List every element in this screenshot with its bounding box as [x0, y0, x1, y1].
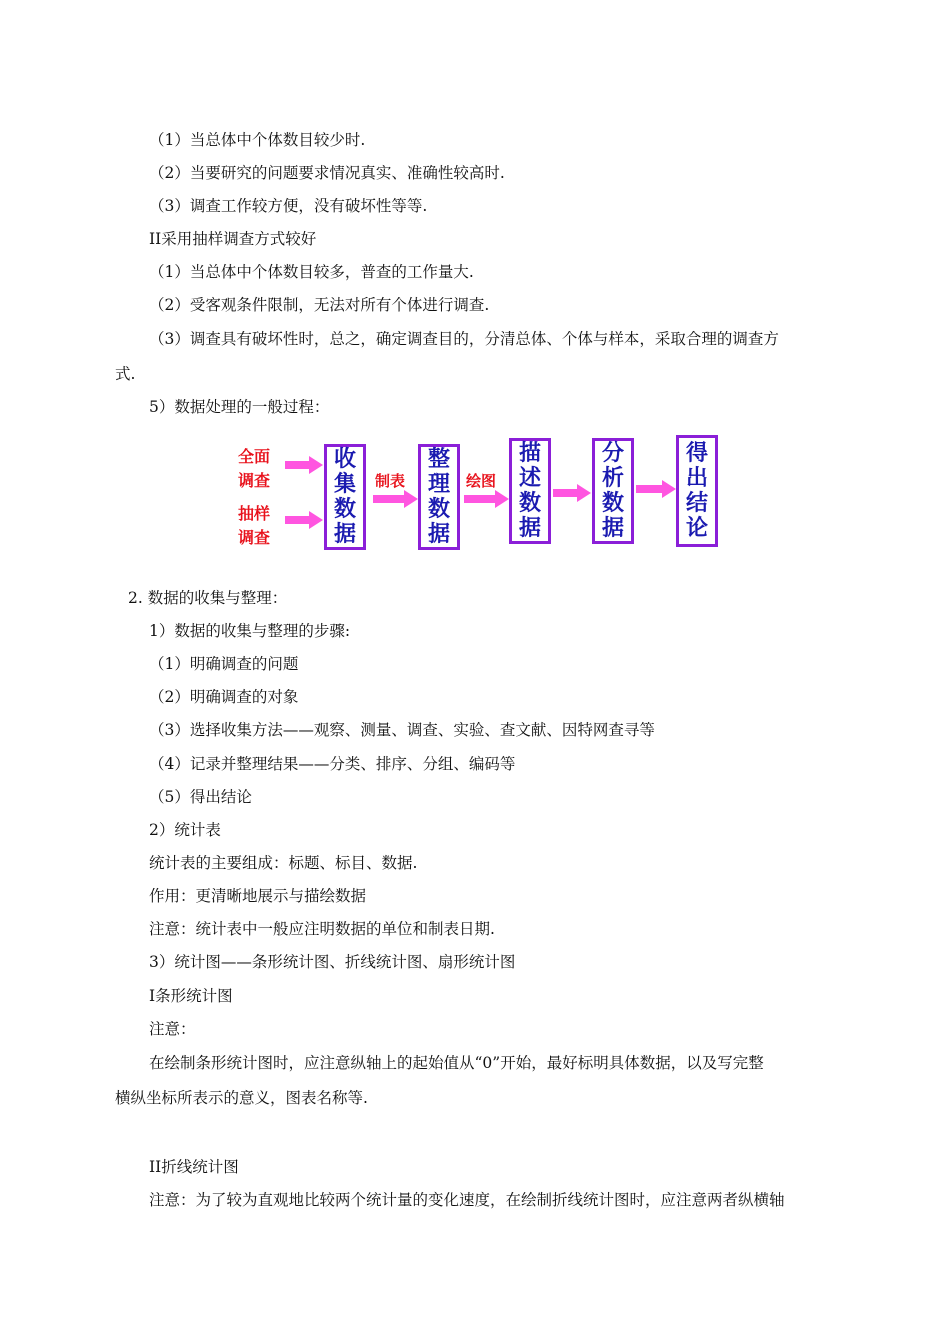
step-box-organize: 整理数据 — [418, 444, 460, 550]
text-line: 式. — [115, 365, 136, 383]
text-line: 统计表的主要组成：标题、标目、数据. — [149, 854, 418, 872]
text-line: （3）调查具有破坏性时，总之，确定调查目的，分清总体、个体与样本，采取合理的调查方 — [149, 330, 779, 348]
text-line: （1）当总体中个体数目较少时. — [149, 131, 366, 149]
text-line: （3）调查工作较方便，没有破坏性等等. — [149, 197, 428, 215]
arrow-right-icon — [373, 490, 418, 508]
text-line: 作用：更清晰地展示与描绘数据 — [149, 887, 367, 905]
text-line: （4）记录并整理结果——分类、排序、分组、编码等 — [149, 755, 516, 773]
step-box-conclude: 得出结论 — [676, 435, 718, 547]
arrow-right-icon — [285, 456, 323, 474]
text-line: 5）数据处理的一般过程： — [149, 398, 330, 416]
arrow-label-chart: 绘图 — [466, 472, 497, 490]
text-line: （5）得出结论 — [149, 788, 252, 806]
source-label-census: 全面 调查 — [238, 447, 271, 490]
text-line: （2）当要研究的问题要求情况真实、准确性较高时. — [149, 164, 505, 182]
text-line: （3）选择收集方法——观察、测量、调查、实验、查文献、因特网查寻等 — [149, 721, 655, 739]
text-line: 注意：为了较为直观地比较两个统计量的变化速度，在绘制折线统计图时，应注意两者纵横轴 — [149, 1191, 785, 1209]
text-line: 3）统计图——条形统计图、折线统计图、扇形统计图 — [149, 953, 516, 971]
section-heading: I条形统计图 — [149, 987, 233, 1005]
text-line: 注意： — [149, 1020, 196, 1038]
arrow-right-icon — [464, 490, 509, 508]
section-heading: 2. 数据的收集与整理： — [128, 589, 288, 607]
text-line: （2）明确调查的对象 — [149, 688, 299, 706]
text-line: （1）明确调查的问题 — [149, 655, 299, 673]
step-box-describe: 描述数据 — [509, 438, 551, 544]
text-line: 在绘制条形统计图时，应注意纵轴上的起始值从“0”开始，最好标明具体数据，以及写完整 — [149, 1054, 764, 1072]
arrow-label-tabulate: 制表 — [375, 472, 406, 490]
source-label-sampling: 抽样 调查 — [238, 504, 271, 547]
text-line: 1）数据的收集与整理的步骤: — [149, 622, 351, 640]
text-line: 横纵坐标所表示的意义，图表名称等. — [115, 1089, 368, 1107]
step-box-analyze: 分析数据 — [592, 438, 634, 544]
text-line: 注意：统计表中一般应注明数据的单位和制表日期. — [149, 920, 495, 938]
section-heading: II采用抽样调查方式较好 — [149, 230, 317, 248]
data-process-flow-diagram — [230, 432, 730, 557]
text-line: （1）当总体中个体数目较多，普查的工作量大. — [149, 263, 474, 281]
arrow-right-icon — [636, 480, 676, 498]
text-line: 2）统计表 — [149, 821, 221, 839]
section-heading: II折线统计图 — [149, 1158, 239, 1176]
arrow-right-icon — [285, 511, 323, 529]
step-box-collect: 收集数据 — [324, 444, 366, 550]
text-line: （2）受客观条件限制，无法对所有个体进行调查. — [149, 296, 490, 314]
arrow-right-icon — [553, 484, 591, 502]
